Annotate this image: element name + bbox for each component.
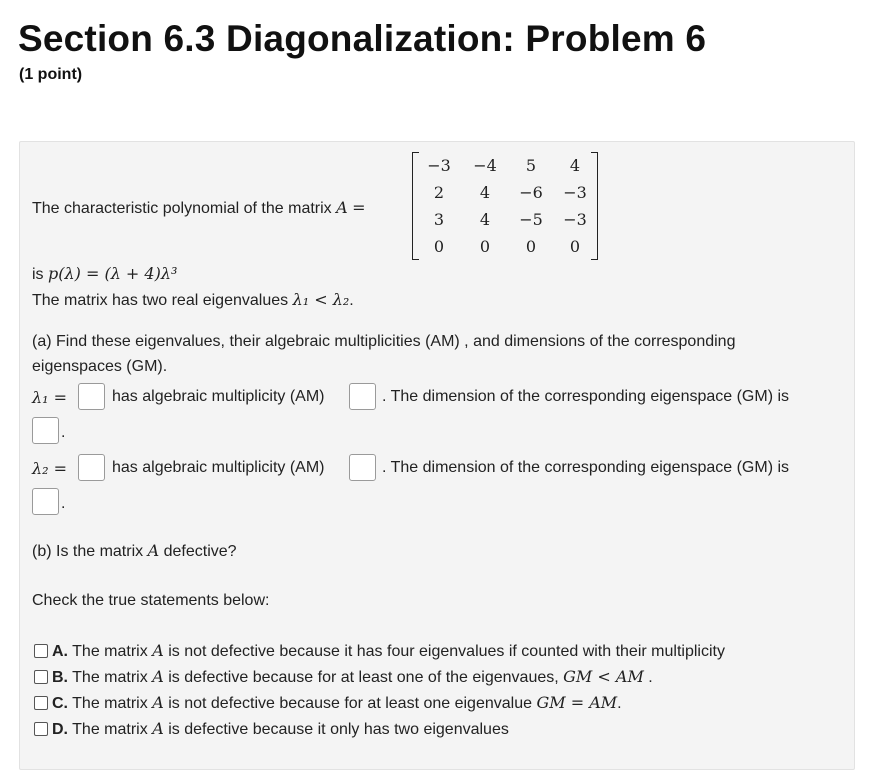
gm-label-2: . The dimension of the corresponding eigenspace (GM) is bbox=[382, 459, 790, 476]
part-b-prompt-text: (b) Is the matrix bbox=[32, 543, 144, 560]
option-b-label bbox=[52, 667, 653, 687]
gm2-period: . bbox=[61, 495, 66, 512]
option-text: The matrix bbox=[72, 669, 148, 686]
matrix-A bbox=[412, 152, 598, 260]
option-math: GM = AM bbox=[536, 693, 618, 712]
option-text: is not defective because for at least one eigenvalue bbox=[168, 695, 532, 712]
option-text: is not defective because it has four eigenvalues if counted with their multiplicity bbox=[168, 643, 725, 660]
option-d-checkbox[interactable] bbox=[34, 722, 48, 736]
equals-sign: = bbox=[352, 198, 366, 217]
option-a-checkbox[interactable] bbox=[34, 644, 48, 658]
eigenvalue-statement bbox=[32, 290, 354, 310]
gm1-period: . bbox=[61, 424, 66, 441]
option-text: The matrix bbox=[72, 643, 148, 660]
matrix-cell: −4 bbox=[473, 156, 497, 175]
matrix-cell: 0 bbox=[569, 237, 581, 256]
part-a-prompt-line1: (a) Find these eigenvalues, their algebraic multiplicities (AM) , and dimensions of the corresponding bbox=[32, 333, 736, 350]
check-label: Check the true statements below: bbox=[32, 592, 270, 609]
option-letter: C. bbox=[52, 695, 68, 712]
part-b-prompt bbox=[32, 541, 237, 561]
option-c-checkbox[interactable] bbox=[34, 696, 48, 710]
am-label-1: has algebraic multiplicity (AM) bbox=[112, 388, 325, 405]
matrix-cell: 4 bbox=[569, 156, 581, 175]
option-letter: D. bbox=[52, 721, 68, 738]
part-a-prompt-line2: eigenspaces (GM). bbox=[32, 358, 168, 375]
matrix-cell: 0 bbox=[433, 237, 445, 256]
matrix-cell: 0 bbox=[479, 237, 491, 256]
part-b-prompt-end: defective? bbox=[163, 543, 237, 560]
option-text: is defective because it only has two eigenvalues bbox=[168, 721, 509, 738]
option-letter: B. bbox=[52, 669, 68, 686]
option-d-label bbox=[52, 719, 509, 739]
gm2-input[interactable] bbox=[32, 488, 59, 515]
option-text: The matrix bbox=[72, 695, 148, 712]
polynomial-line bbox=[32, 264, 177, 284]
option-text: The matrix bbox=[72, 721, 148, 738]
option-variable: A bbox=[152, 693, 164, 712]
matrix-cell: 3 bbox=[433, 210, 445, 229]
am-label-2: has algebraic multiplicity (AM) bbox=[112, 459, 325, 476]
intro-text bbox=[32, 198, 366, 218]
matrix-cell: −3 bbox=[427, 156, 451, 175]
intro-label: The characteristic polynomial of the matrix bbox=[32, 200, 332, 217]
option-period: . bbox=[648, 669, 653, 686]
matrix-cell: −6 bbox=[519, 183, 543, 202]
matrix-cell: 5 bbox=[525, 156, 537, 175]
option-period: . bbox=[617, 695, 622, 712]
lambda2-input[interactable] bbox=[78, 454, 105, 481]
eigenvalue-period: . bbox=[349, 292, 354, 309]
gm1-input[interactable] bbox=[32, 417, 59, 444]
part-b-variable: A bbox=[147, 541, 160, 560]
option-a-label bbox=[52, 641, 725, 661]
option-variable: A bbox=[152, 667, 164, 686]
is-prefix: is bbox=[32, 266, 44, 283]
matrix-cell: 4 bbox=[479, 183, 491, 202]
matrix-variable: A bbox=[336, 198, 348, 217]
matrix-cell: −3 bbox=[563, 210, 587, 229]
polynomial: p(λ) = (λ + 4)λ³ bbox=[48, 264, 178, 283]
points-label: (1 point) bbox=[19, 66, 83, 83]
lambda1-label: λ₁ = bbox=[32, 388, 68, 407]
problem-panel bbox=[19, 141, 855, 770]
matrix-cell: 4 bbox=[479, 210, 491, 229]
option-b-checkbox[interactable] bbox=[34, 670, 48, 684]
option-math: GM < AM bbox=[563, 667, 644, 686]
matrix-cell: −3 bbox=[563, 183, 587, 202]
page-title: Section 6.3 Diagonalization: Problem 6 bbox=[18, 18, 707, 59]
eigenvalue-relation: λ₁ < λ₂ bbox=[292, 290, 350, 309]
option-variable: A bbox=[152, 719, 164, 738]
eigenvalue-intro: The matrix has two real eigenvalues bbox=[32, 292, 289, 309]
lambda1-input[interactable] bbox=[78, 383, 105, 410]
am2-input[interactable] bbox=[349, 454, 376, 481]
option-variable: A bbox=[152, 641, 164, 660]
matrix-cell: 0 bbox=[525, 237, 537, 256]
matrix-cell: 2 bbox=[433, 183, 445, 202]
matrix-cell: −5 bbox=[519, 210, 543, 229]
option-text: is defective because for at least one of the eigenvaues, bbox=[168, 669, 559, 686]
gm-label-1: . The dimension of the corresponding eigenspace (GM) is bbox=[382, 388, 790, 405]
option-c-label bbox=[52, 693, 622, 713]
lambda2-label: λ₂ = bbox=[32, 459, 68, 478]
option-letter: A. bbox=[52, 643, 68, 660]
am1-input[interactable] bbox=[349, 383, 376, 410]
